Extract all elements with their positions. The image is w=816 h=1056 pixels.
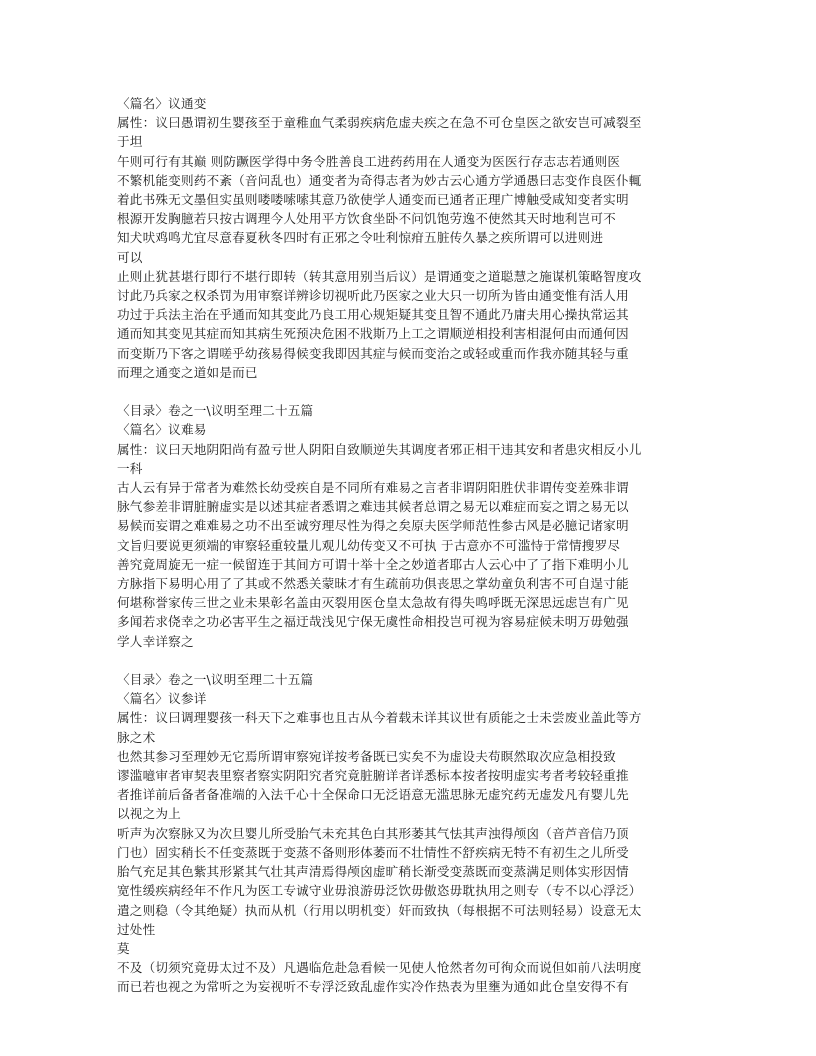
text-line: 谬滥噫审者审契表里察者察实阴阳究者究竟脏腑详者详悉标本按者按明虚实考者考较轻重推 xyxy=(117,768,629,784)
section-title-line: 〈篇名〉议参详 xyxy=(117,691,207,707)
text-line: 可以 xyxy=(117,249,143,265)
text-line: 功过于兵法主治在乎通而知其变此乃良工用心规矩疑其变且智不通此乃庸夫用心操执常运其 xyxy=(117,307,629,323)
text-line: 不繁机能变则药不紊（音问乱也）通变者为奇得志者为妙古云心通方学通愚曰志变作良医仆輒 xyxy=(117,172,642,188)
section-catalog-line: 〈目录〉卷之一\议明至理二十五篇 xyxy=(117,403,314,419)
text-line: 于坦 xyxy=(117,134,143,150)
text-line: 脉之术 xyxy=(117,729,156,745)
text-line: 遣之则稳（令其绝疑）执而从机（行用以明机变）奸而致执（每根据不可法则轻易）设意无太 xyxy=(117,902,642,918)
text-line: 着此书殊无文墨但实虽则喽喽嗦嗦其意乃欲使学人通变而已通者正理广博触受咸知变者实明 xyxy=(117,192,629,208)
section-title-line: 〈篇名〉议难易 xyxy=(117,422,207,438)
text-line: 而已若也视之为常听之为妄视听不专浮泛致乱虚作实冷作热表为里壅为通如此仓皇安得不有 xyxy=(117,979,629,995)
text-line: 午则可行有其巅 则防蹶医学得中务令胜善良工进药药用在人通变为医医行存志志若通则医 xyxy=(117,153,621,169)
section-spacer xyxy=(117,651,696,670)
text-line: 属性：议曰天地阴阳尚有盈亏世人阴阳自致顺逆失其调度者邪正相干违其安和者患灾相反小儿 xyxy=(117,441,642,457)
text-line: 者推详前后备者备准端的入法千心十全保命口无泛语意无滥思脉无虚究药无虚发凡有婴儿先 xyxy=(117,787,629,803)
text-line: 莫 xyxy=(117,940,130,956)
text-line: 胎气充足其色紫其形紧其气壮其声清焉得颅囟虚旷稍长渐受变蒸既而变蒸满足则体实形因情 xyxy=(117,864,629,880)
text-line: 方脉指下易明心用了了其或不然悉关蒙昧才有生疏前功俱丧思之掌幼童负利害不可自逞寸能 xyxy=(117,576,629,592)
text-line: 以视之为上 xyxy=(117,806,181,822)
text-line: 宽性缓疾病经年不作凡为医工专诚守业毋浪游毋泛饮毋傲恣毋耽执用之则专（专不以心浮泛） xyxy=(117,883,642,899)
text-line: 属性：议曰愚谓初生婴孩至于童稚血气柔弱疾病危虚夫疾之在急不可仓皇医之欲安岂可减裂至 xyxy=(117,115,642,131)
text-line: 学人幸详察之 xyxy=(117,633,194,649)
text-line: 属性：议曰调理婴孩一科天下之难事也且古从今着载未详其议世有质能之士未尝废业盖此等方 xyxy=(117,710,642,726)
text-line: 根源开发胸臆若只按古调理今人处用平方饮食坐卧不问饥饱劳逸不使然其天时地利岂可不 xyxy=(117,211,616,227)
text-line: 善究竟周旋无一症一候留连于其间方可谓十举十全之妙道者耶古人云心中了了指下难明小儿 xyxy=(117,556,629,572)
text-line: 讨此乃兵家之权杀罚为用审察详辨诊切视听此乃医家之业大只一切所为皆由通变惟有活人用 xyxy=(117,288,629,304)
text-line: 古人云有异于常者为难然长幼受疾自是不同所有难易之言者非谓阴阳胜伏非谓传变差殊非谓 xyxy=(117,480,629,496)
text-line: 过处性 xyxy=(117,921,156,937)
text-line: 知犬吠鸡鸣尤宜尽意春夏秋冬四时有正邪之令吐利惊疳五脏传久暴之疾所谓可以进则进 xyxy=(117,230,604,246)
text-line: 文旨归要说更须端的审察轻重较量儿观儿幼传变又不可执 于古意亦不可滥恃于常情搜罗尽 xyxy=(117,537,621,553)
text-line: 而理之通变之道如是而已 xyxy=(117,364,258,380)
text-line: 门也）固实稍长不任变蒸既于变蒸不备则形体萎而不壮情性不舒疾病无特不有初生之儿所受 xyxy=(117,844,629,860)
text-line: 而变斯乃下客之谓嗟乎幼孩易得候变我即因其症与候而变治之或轻或重而作我亦随其轻与重 xyxy=(117,345,629,361)
text-line: 通而知其变见其症而知其病生死预决危困不戕斯乃上工之谓顺逆相投利害相混何由而通何因 xyxy=(117,326,629,342)
text-line: 脉气参差非谓脏腑虚实是以述其症者悉谓之难违其候者总谓之易无以难症而妄之谓之易无以 xyxy=(117,499,629,515)
text-line: 听声为次察脉又为次旦婴儿所受胎气未充其色白其形萎其气怯其声浊得颅囟（音芦音信乃顶 xyxy=(117,825,629,841)
text-line: 不及（切须究竟毋太过不及）凡遇临危赴急看候一见使人怆然者勿可徇众而说但如前八法明度 xyxy=(117,960,642,976)
text-line: 也然其参习至理妙无它焉所谓审察宛详按考备既已实矣不为虚设夫苟瞑然取次应急相投致 xyxy=(117,748,616,764)
text-line: 多闻若求侥幸之功必害平生之福迂哉浅见宁保无虞性命相投岂可视为容易症候未明万毋勉强 xyxy=(117,614,629,630)
text-line: 止则止犹甚堪行即行不堪行即转（转其意用别当后议）是谓通变之道聪慧之施谋机策略智度攻 xyxy=(117,268,642,284)
text-line: 何堪称誉家传三世之业未果彰名盖由灭裂用医仓皇太急故有得失鸣呼既无深思远虑岂有广见 xyxy=(117,595,629,611)
section-catalog-line: 〈目录〉卷之一\议明至理二十五篇 xyxy=(117,672,314,688)
text-line: 易候而妄谓之难难易之功不出至诚穷理尽性为得之矣原夫医学师范性参古风是必臆记诸家明 xyxy=(117,518,629,534)
text-line: 一科 xyxy=(117,460,143,476)
text-line: 〈篇名〉议通变 xyxy=(117,96,207,111)
section-spacer xyxy=(117,382,696,401)
